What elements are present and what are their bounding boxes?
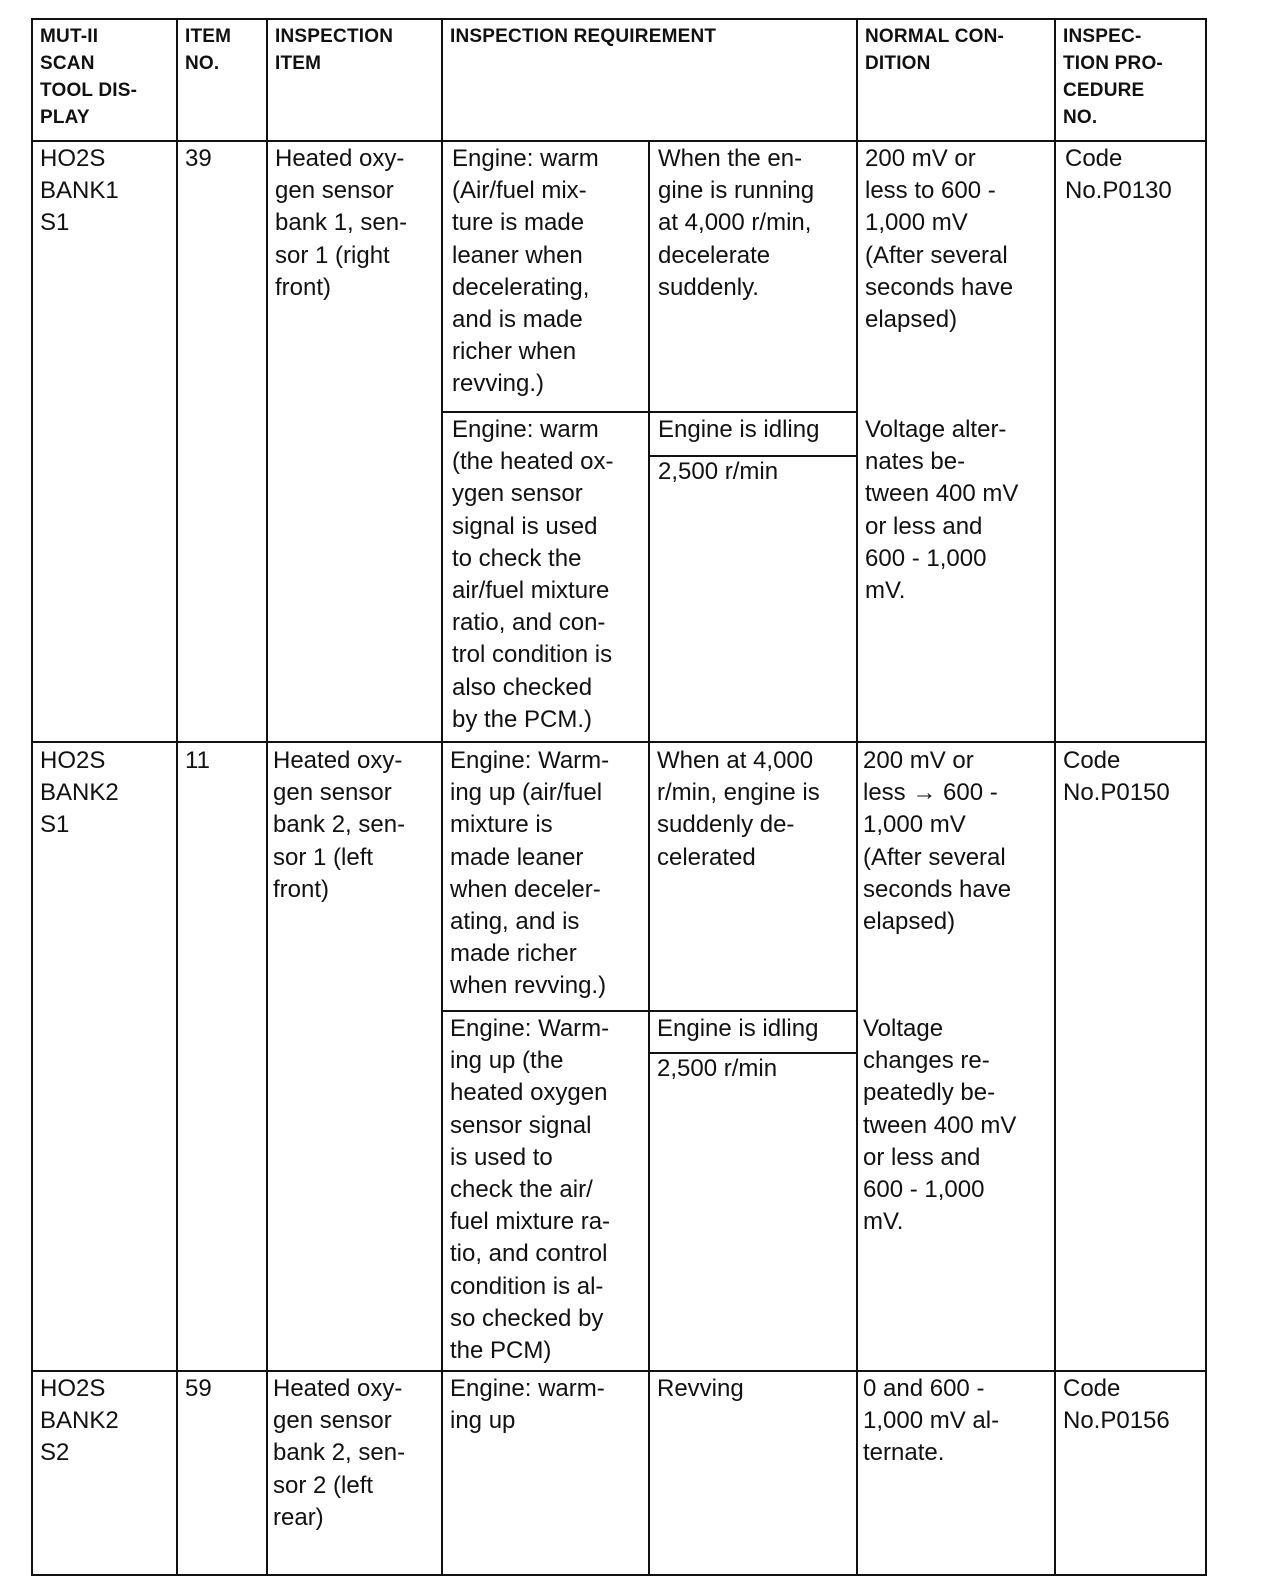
requirement-state-cell: Engine is idling bbox=[658, 416, 820, 443]
column-divider bbox=[856, 18, 858, 1576]
header-scan-tool-display: MUT-II SCAN TOOL DIS- PLAY bbox=[40, 26, 138, 128]
item-no-cell: 39 bbox=[185, 145, 212, 172]
requirement-state-cell: When the en- gine is running at 4,000 r/min, decelerate suddenly. bbox=[658, 145, 815, 301]
requirement-condition-cell: Engine: warm (Air/fuel mix- ture is made leaner when decelerating, and is made richer when revving.) bbox=[452, 145, 599, 398]
scan-tool-display-cell: HO2S BANK2 S1 bbox=[40, 747, 119, 839]
inspection-item-cell: Heated oxy- gen sensor bank 2, sen- sor 2 (left rear) bbox=[273, 1375, 406, 1531]
procedure-no-cell: Code No.P0130 bbox=[1065, 145, 1172, 205]
inspection-table bbox=[31, 18, 1207, 1578]
header-inspection-procedure-no: INSPEC- TION PRO- CEDURE NO. bbox=[1063, 26, 1163, 128]
table-border-bottom bbox=[31, 1574, 1207, 1576]
table-border-top bbox=[31, 18, 1207, 20]
normal-condition-cell: 0 and 600 - 1,000 mV al- ternate. bbox=[863, 1375, 1000, 1467]
column-divider bbox=[648, 140, 650, 1576]
header-inspection-item: INSPECTION ITEM bbox=[275, 26, 394, 74]
inspection-item-cell: Heated oxy- gen sensor bank 1, sen- sor 1 (right front) bbox=[275, 145, 408, 301]
requirement-state-cell: Revving bbox=[657, 1375, 744, 1402]
column-divider bbox=[266, 18, 268, 1576]
header-divider bbox=[31, 140, 1207, 142]
requirement-condition-cell: Engine: warm (the heated ox- ygen sensor signal is used to check the air/fuel mixture ratio, and con- trol condition is also checked by the PCM.) bbox=[452, 416, 614, 733]
requirement-condition-cell: Engine: Warm- ing up (air/fuel mixture is made leaner when deceler- ating, and is made richer when revving.) bbox=[450, 747, 610, 1000]
procedure-no-cell: Code No.P0150 bbox=[1063, 747, 1170, 807]
column-divider bbox=[176, 18, 178, 1576]
header-normal-condition: NORMAL CON- DITION bbox=[865, 26, 1005, 74]
header-inspection-requirement: INSPECTION REQUIREMENT bbox=[450, 26, 717, 47]
inspection-item-cell: Heated oxy- gen sensor bank 2, sen- sor 1 (left front) bbox=[273, 747, 406, 903]
scan-tool-display-cell: HO2S BANK1 S1 bbox=[40, 145, 119, 237]
requirement-state-cell: 2,500 r/min bbox=[657, 1055, 778, 1082]
header-item-no: ITEM NO. bbox=[185, 26, 232, 74]
table-border-right bbox=[1205, 18, 1207, 1576]
column-divider bbox=[441, 18, 443, 1576]
normal-condition-cell: Voltage changes re- peatedly be- tween 400 mV or less and 600 - 1,000 mV. bbox=[863, 1015, 1017, 1236]
scan-tool-display-cell: HO2S BANK2 S2 bbox=[40, 1375, 119, 1467]
normal-condition-cell: 200 mV or less → 600 - 1,000 mV (After several seconds have elapsed) bbox=[863, 747, 1012, 936]
normal-condition-cell: Voltage alter- nates be- tween 400 mV or less and 600 - 1,000 mV. bbox=[865, 416, 1019, 605]
procedure-no-cell: Code No.P0156 bbox=[1063, 1375, 1170, 1435]
column-divider bbox=[1054, 18, 1056, 1576]
row-divider bbox=[31, 741, 1207, 743]
table-border-left bbox=[31, 18, 33, 1576]
item-no-cell: 59 bbox=[185, 1375, 212, 1402]
requirement-condition-cell: Engine: warm- ing up bbox=[450, 1375, 605, 1435]
requirement-condition-cell: Engine: Warm- ing up (the heated oxygen sensor signal is used to check the air/ fuel mixture ra- tio, and control condition is al- so checked by the PCM) bbox=[450, 1015, 611, 1365]
requirement-state-cell: 2,500 r/min bbox=[658, 458, 779, 485]
row-divider bbox=[31, 1370, 1207, 1372]
requirement-state-cell: Engine is idling bbox=[657, 1015, 819, 1042]
normal-condition-cell: 200 mV or less to 600 - 1,000 mV (After several seconds have elapsed) bbox=[865, 145, 1014, 334]
item-no-cell: 11 bbox=[185, 747, 210, 774]
requirement-state-cell: When at 4,000 r/min, engine is suddenly de- celerated bbox=[657, 747, 820, 871]
